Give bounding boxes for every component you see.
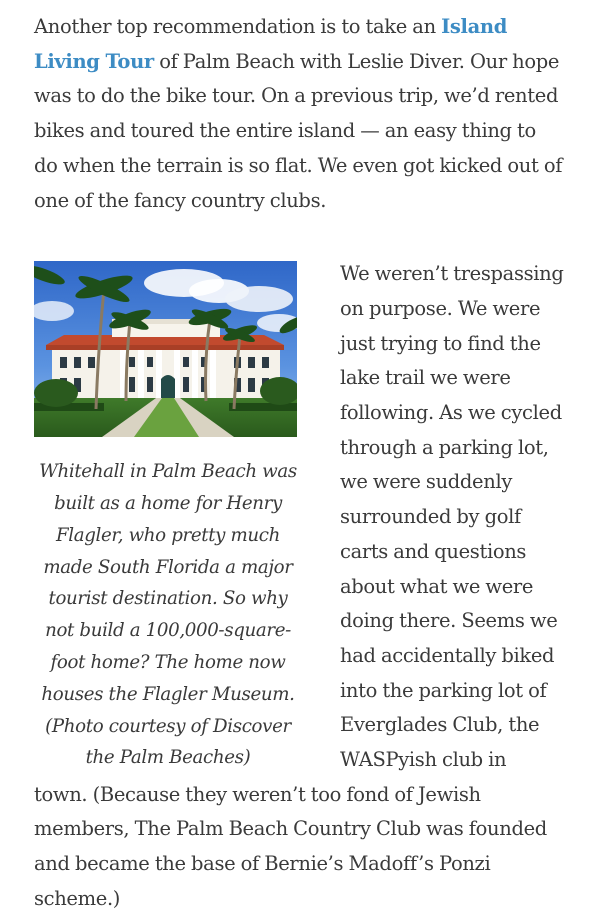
whitehall-figure bbox=[34, 261, 302, 774]
whitehall-photo bbox=[34, 261, 297, 437]
island-living-tour-link[interactable]: Island Living Tour bbox=[34, 15, 508, 73]
intro-text-before: Another top recommendation is to take an bbox=[34, 15, 442, 38]
intro-paragraph bbox=[34, 10, 564, 218]
figure-and-story bbox=[34, 257, 564, 916]
article-body bbox=[34, 10, 564, 917]
photo-caption: Whitehall in Palm Beach was built as a home for Henry Flagler, who pretty much made South Florida a major tourist destination. So why not build a 100,000-square-foot home? The home now houses the Flagler Museum. (Photo courtesy of Discover the Palm Beaches) bbox=[39, 461, 297, 769]
story-paragraph: We weren’t trespassing on purpose. We were just trying to find the lake trail we were following. As we cycled through a parking lot, we were suddenly surrounded by golf carts and questions about what we were doing there. Seems we had accidentally biked into the parking lot of Everglades Club, the WASPyish club in town. (Because they weren’t too fond of Jewish members, The Palm Beach Country Club was founded and became the base of Bernie’s Madoff’s Ponzi scheme.) bbox=[34, 262, 564, 910]
intro-text-after: of Palm Beach with Leslie Diver. Our hope was to do the bike tour. On a previous trip, we’d rented bikes and toured the entire island — an easy thing to do when the terrain is so flat. We even got kicked out of one of the fancy country clubs. bbox=[34, 49, 563, 212]
